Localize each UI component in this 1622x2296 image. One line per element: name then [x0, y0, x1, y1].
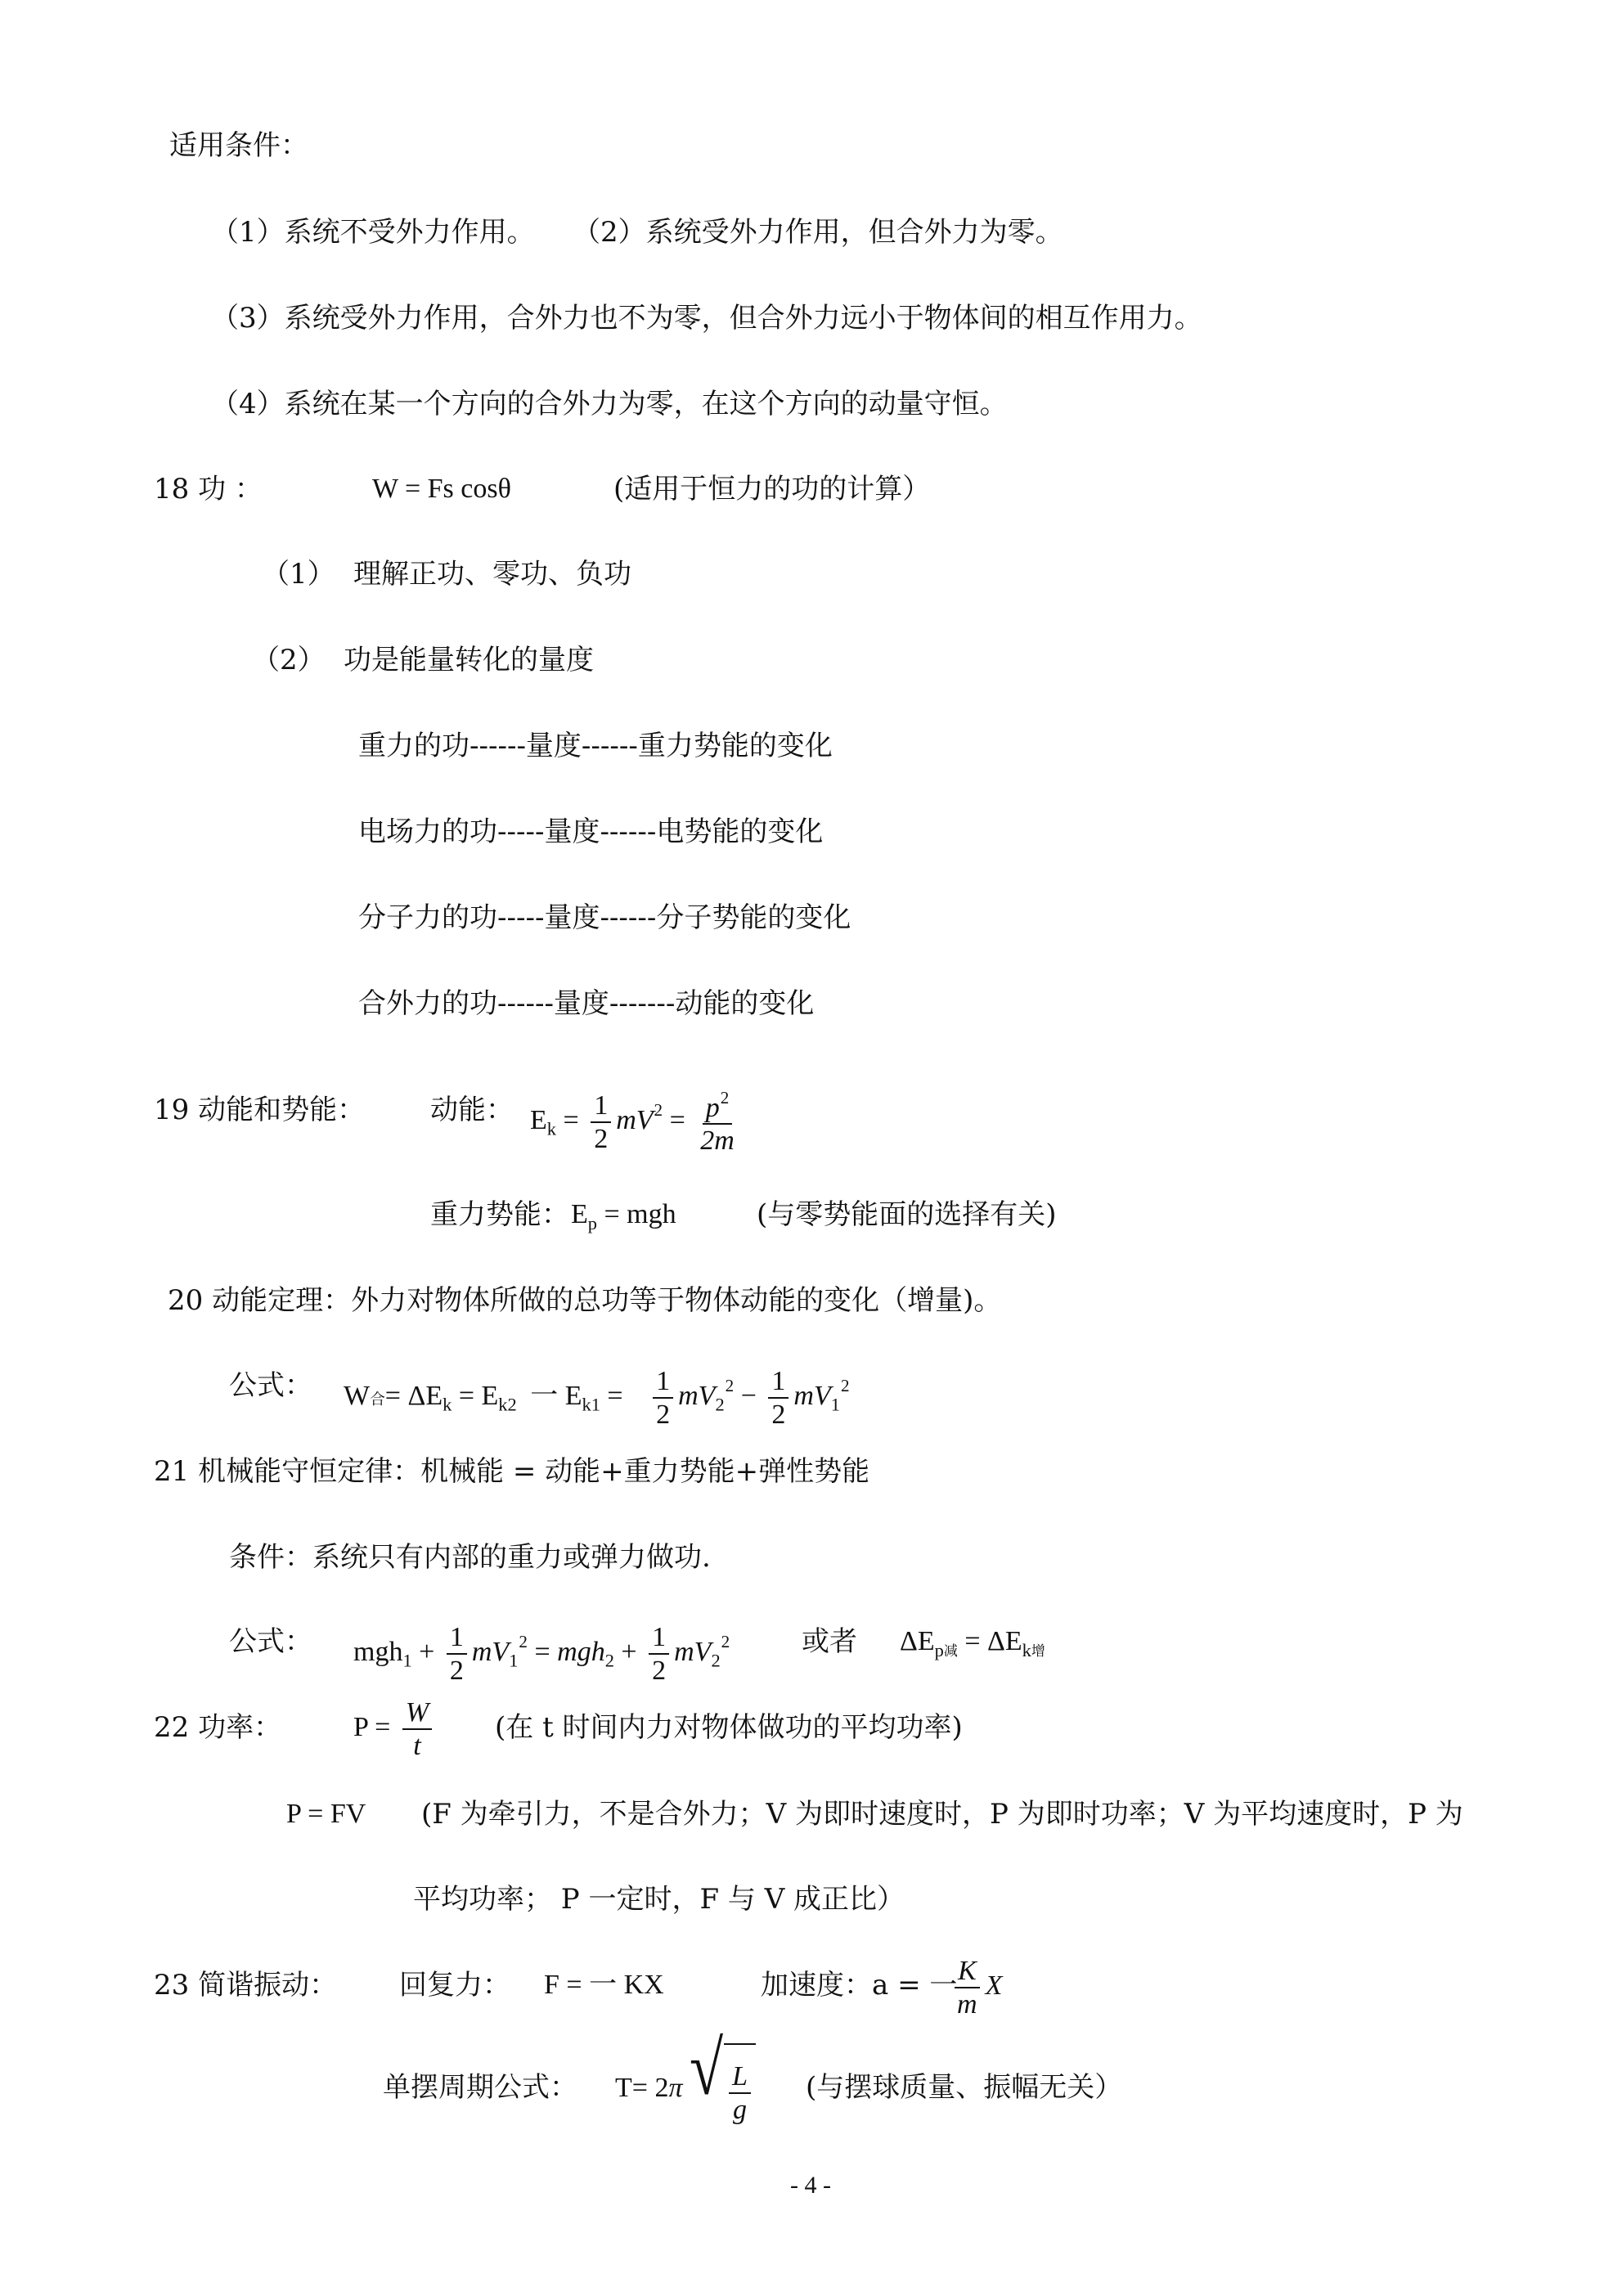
restoring-force-label: 回复力： [399, 1969, 510, 2002]
work-formula: W = Fs cosθ [372, 474, 511, 504]
work-point-1: 理解正功、零功、负功 [353, 558, 631, 591]
pendulum-period-note: (与摆球质量、振幅无关） [806, 2071, 1123, 2104]
theorem-formula: W合= $\Delta E_k = E_{k2}$ 一 $E_{k1}$ = $\frac{1}{2}$ $mV_2^2$ − $\frac{1}{2}$ $mV_1^2$ [344, 1365, 850, 1430]
mechanical-energy-or: 或者 [802, 1625, 857, 1658]
work-point-2: 功是能量转化的量度 [344, 644, 594, 676]
power-instant-formula: P = FV [286, 1799, 366, 1829]
energy-heading: 19 动能和势能： [154, 1094, 366, 1126]
mechanical-energy-formula-label: 公式： [229, 1625, 312, 1658]
fraction-w-over-t: $\frac{W}{t}$ [402, 1696, 432, 1762]
pendulum-period-label: 单摆周期公式： [383, 2071, 577, 2104]
fraction-one-half: $\frac{1}{2}$ [447, 1621, 467, 1687]
work-heading: 18 功 ： [154, 473, 263, 505]
power-instant-note-continued: 平均功率； P 一定时，F 与 V 成正比） [413, 1883, 905, 1916]
mechanical-energy-formula: mgh$_1$ + $\frac{1}{2}$ $mV_1^2 = mgh_2$ + $\frac{1}{2}$ $mV_2^2$ [353, 1621, 730, 1686]
work-relation-electric: 电场力的功-----量度------电势能的变化 [358, 816, 824, 848]
power-instant-note: (F 为牵引力，不是合外力；V 为即时速度时，P 为即时功率；V 为平均速度时，P 为 [421, 1798, 1463, 1831]
acceleration-label: 加速度：a = 一 [761, 1969, 958, 2002]
condition-3: （3）系统受外力作用，合外力也不为零，但合外力远小于物体间的相互作用力。 [211, 302, 1202, 335]
fraction-one-half: $\frac{1}{2}$ [649, 1621, 669, 1687]
power-average-note: (在 t 时间内力对物体做功的平均功率) [495, 1711, 963, 1744]
work-point-2-number: （2） [252, 644, 326, 676]
acceleration-formula: $\frac{K}{m}$ X [949, 1939, 1002, 2033]
power-average-formula: P = $\frac{W}{t}$ [353, 1680, 437, 1775]
fraction-p-squared-over-2m: $\frac{p^2}{2m}$ [700, 1087, 735, 1157]
fraction-one-half: $\frac{1}{2}$ [591, 1090, 611, 1155]
fraction-one-half: $\frac{1}{2}$ [653, 1365, 673, 1431]
pendulum-period-formula: T= 2π √ $\frac{L}{g}$ [615, 2043, 756, 2133]
condition-2: （2）系统受外力作用，但合外力为零。 [573, 216, 1063, 249]
fraction-one-half: $\frac{1}{2}$ [768, 1365, 789, 1431]
fraction-k-over-m: $\frac{K}{m}$ [954, 1955, 981, 2020]
work-relation-net-force: 合外力的功------量度-------动能的变化 [358, 987, 815, 1020]
theorem-heading: 20 动能定理：外力对物体所做的总功等于物体动能的变化（增量)。 [168, 1284, 1002, 1317]
theorem-formula-label: 公式： [229, 1369, 312, 1402]
conditions-title: 适用条件： [169, 129, 308, 162]
condition-4: （4）系统在某一个方向的合外力为零，在这个方向的动量守恒。 [211, 388, 1008, 420]
mechanical-energy-heading: 21 机械能守恒定律：机械能 = 动能+重力势能+弹性势能 [154, 1455, 870, 1488]
potential-energy-formula: $E_p$ = mgh [571, 1199, 676, 1233]
mechanical-energy-condition: 条件：系统只有内部的重力或弹力做功. [229, 1541, 711, 1574]
restoring-force-formula: F = 一 KX [544, 1970, 664, 2000]
kinetic-energy-formula: $E_k$ = $\frac{1}{2}$ $mV^2$ = $\frac{p^2}{2m}$ [530, 1060, 743, 1160]
potential-energy-label: 重力势能： [430, 1198, 569, 1231]
condition-1: （1）系统不受外力作用。 [211, 216, 535, 249]
power-heading: 22 功率： [154, 1711, 282, 1744]
page-number: - 4 - [790, 2172, 831, 2199]
work-formula-note: (适用于恒力的功的计算） [613, 473, 931, 505]
shm-heading: 23 简谐振动： [154, 1969, 338, 2002]
work-point-1-number: （1） [262, 558, 335, 591]
potential-energy-note: (与零势能面的选择有关) [757, 1198, 1057, 1231]
mechanical-energy-delta-formula: $\Delta E_p$减 = $\Delta E_k$增 [900, 1626, 1045, 1660]
square-root: √ $\frac{L}{g}$ [690, 2043, 756, 2136]
kinetic-energy-label: 动能： [430, 1094, 514, 1126]
work-relation-molecular: 分子力的功-----量度------分子势能的变化 [358, 901, 851, 934]
work-relation-gravity: 重力的功------量度------重力势能的变化 [358, 730, 833, 762]
